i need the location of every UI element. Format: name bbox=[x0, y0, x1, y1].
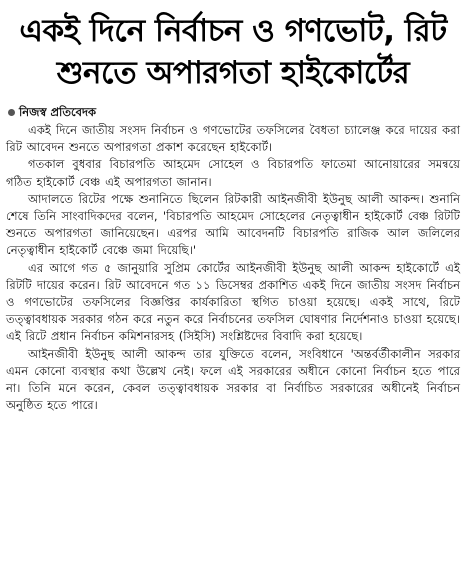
byline bbox=[6, 104, 460, 120]
paragraph-5: আইনজীবী ইউনুছ আলী আকন্দ তার যুক্তিতে বলেন, সংবিধানে 'অন্তর্বর্তীকালীন সরকার এমন কোনো ব্যবস্থার কথা উল্লেখ নেই। ফলে এই সরকারের অধীনে কোনো নির্বাচন হতে পারে না। তিনি মনে করেন, কেবল তত্ত্বাবধায়ক সরকার বা নির্বাচিত সরকারের অধীনেই নির্বাচন অনুষ্ঠিত হতে পারে। bbox=[6, 346, 460, 413]
byline-text: নিজস্ব প্রতিবেদক bbox=[19, 105, 97, 119]
headline-line-1: একই দিনে নির্বাচন ও গণভোট, রিট bbox=[19, 13, 447, 49]
article-body bbox=[6, 122, 460, 414]
paragraph-1: একই দিনে জাতীয় সংসদ নির্বাচন ও গণভোটের তফসিলের বৈধতা চ্যালেঞ্জ করে দায়ের করা রিট আবেদন শুনতে অপারগতা প্রকাশ করেছেন হাইকোর্ট। bbox=[6, 123, 460, 155]
headline bbox=[6, 10, 460, 94]
paragraph-2: গতকাল বুধবার বিচারপতি আহমেদ সোহেল ও বিচারপতি ফাতেমা আনোয়ারের সমন্বয়ে গঠিত হাইকোর্ট বেঞ্চ এই অপারগতা জানান। bbox=[6, 157, 460, 189]
paragraph-3: আদালতে রিটের পক্ষে শুনানিতে ছিলেন রিটকারী আইনজীবী ইউনুছ আলী আকন্দ। শুনানি শেষে তিনি সাংবাদিকদের বলেন, 'বিচারপতি আহমেদ সোহেলের নেতৃত্বাধীন হাইকোর্ট বেঞ্চ রিটটি শুনতে অপারগতা জানিয়েছেন। এরপর আমি আবেদনটি বিচারপতি রাজিক আল জলিলের নেতৃত্বাধীন হাইকোর্ট বেঞ্চে জমা দিয়েছি।' bbox=[6, 191, 460, 258]
headline-line-2: শুনতে অপারগতা হাইকোর্টের bbox=[56, 55, 410, 91]
bullet-icon bbox=[8, 109, 15, 116]
paragraph-4: এর আগে গত ৫ জানুয়ারি সুপ্রিম কোর্টের আইনজীবী ইউনুছ আলী আকন্দ হাইকোর্টে এই রিটটি দায়ের করেন। রিট আবেদনে গত ১১ ডিসেম্বর প্রকাশিত একই দিনে জাতীয় সংসদ নির্বাচন ও গণভোটের তফসিলের বিজ্ঞপ্তির কার্যকারিতা স্থগিত চাওয়া হয়েছে। একই সাথে, রিটে তত্ত্বাবধায়ক সরকার গঠন করে নতুন করে নির্বাচনের তফসিল ঘোষণার নির্দেশনাও চাওয়া হয়েছে। এই রিটে প্রধান নির্বাচন কমিশনারসহ (সিইসি) সংশ্লিষ্টদের বিবাদি করা হয়েছে। bbox=[6, 260, 460, 344]
